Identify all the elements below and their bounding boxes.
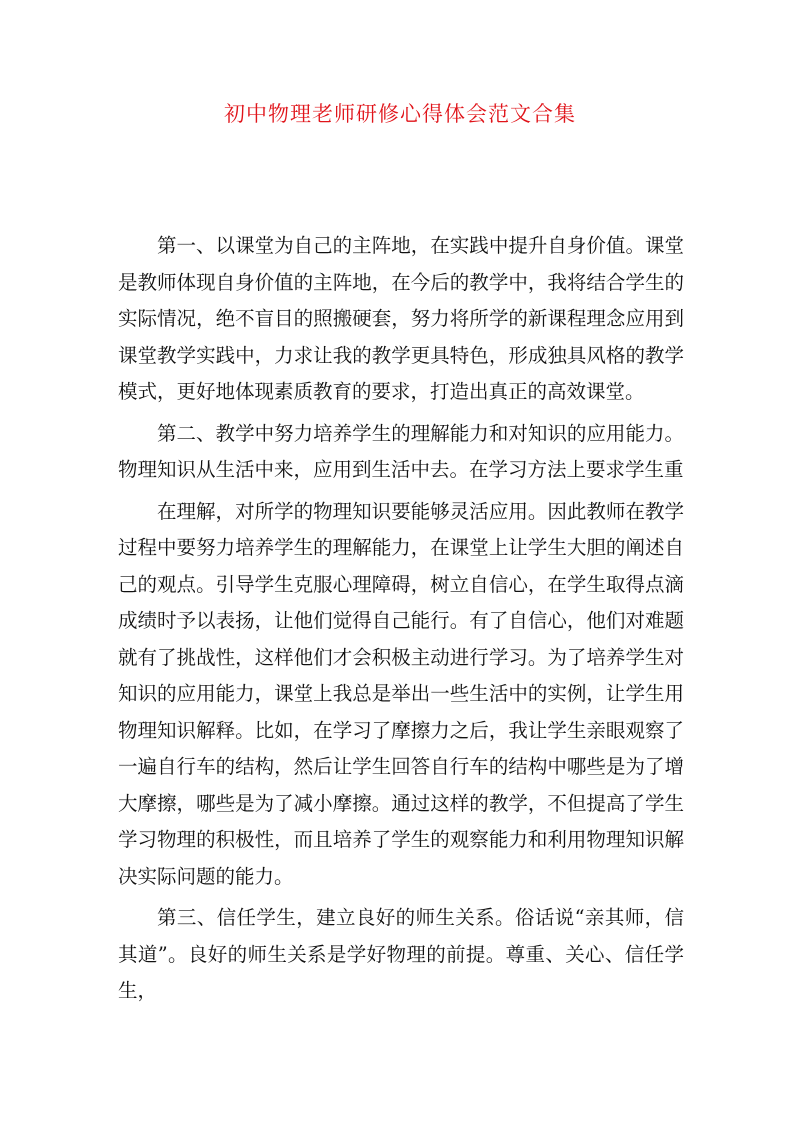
document-title: 初中物理老师研修心得体会范文合集 xyxy=(224,102,576,126)
paragraph-2: 第二、教学中努力培养学生的理解能力和对知识的应用能力。物理知识从生活中来，应用到生活中去。在学习方法上要求学生重 xyxy=(118,421,684,481)
paragraph-1: 第一、以课堂为自己的主阵地，在实践中提升自身价值。课堂是教师体现自身价值的主阵地，在今后的教学中，我将结合学生的实际情况，绝不盲目的照搬硬套，努力将所学的新课程理念应用到课堂教学实践中，力求让我的教学更具特色，形成独具风格的教学模式，更好地体现素质教育的要求，打造出真正的高效课堂。 xyxy=(118,234,684,403)
document-body xyxy=(118,228,684,1015)
paragraph-4: 第三、信任学生，建立良好的师生关系。俗话说“亲其师，信其道”。良好的师生关系是学好物理的前提。尊重、关心、信任学生， xyxy=(118,906,684,1002)
paragraph-3: 在理解，对所学的物理知识要能够灵活应用。因此教师在教学过程中要努力培养学生的理解能力，在课堂上让学生大胆的阐述自己的观点。引导学生克服心理障碍，树立自信心，在学生取得点滴成绩时予以表扬，让他们觉得自己能行。有了自信心，他们对难题就有了挑战性，这样他们才会积极主动进行学习。为了培养学生对知识的应用能力，课堂上我总是举出一些生活中的实例，让学生用物理知识解释。比如，在学习了摩擦力之后，我让学生亲眼观察了一遍自行车的结构，然后让学生回答自行车的结构中哪些是为了增大摩擦，哪些是为了减小摩擦。通过这样的教学，不但提高了学生学习物理的积极性，而且培养了学生的观察能力和利用物理知识解决实际问题的能力。 xyxy=(118,499,684,888)
